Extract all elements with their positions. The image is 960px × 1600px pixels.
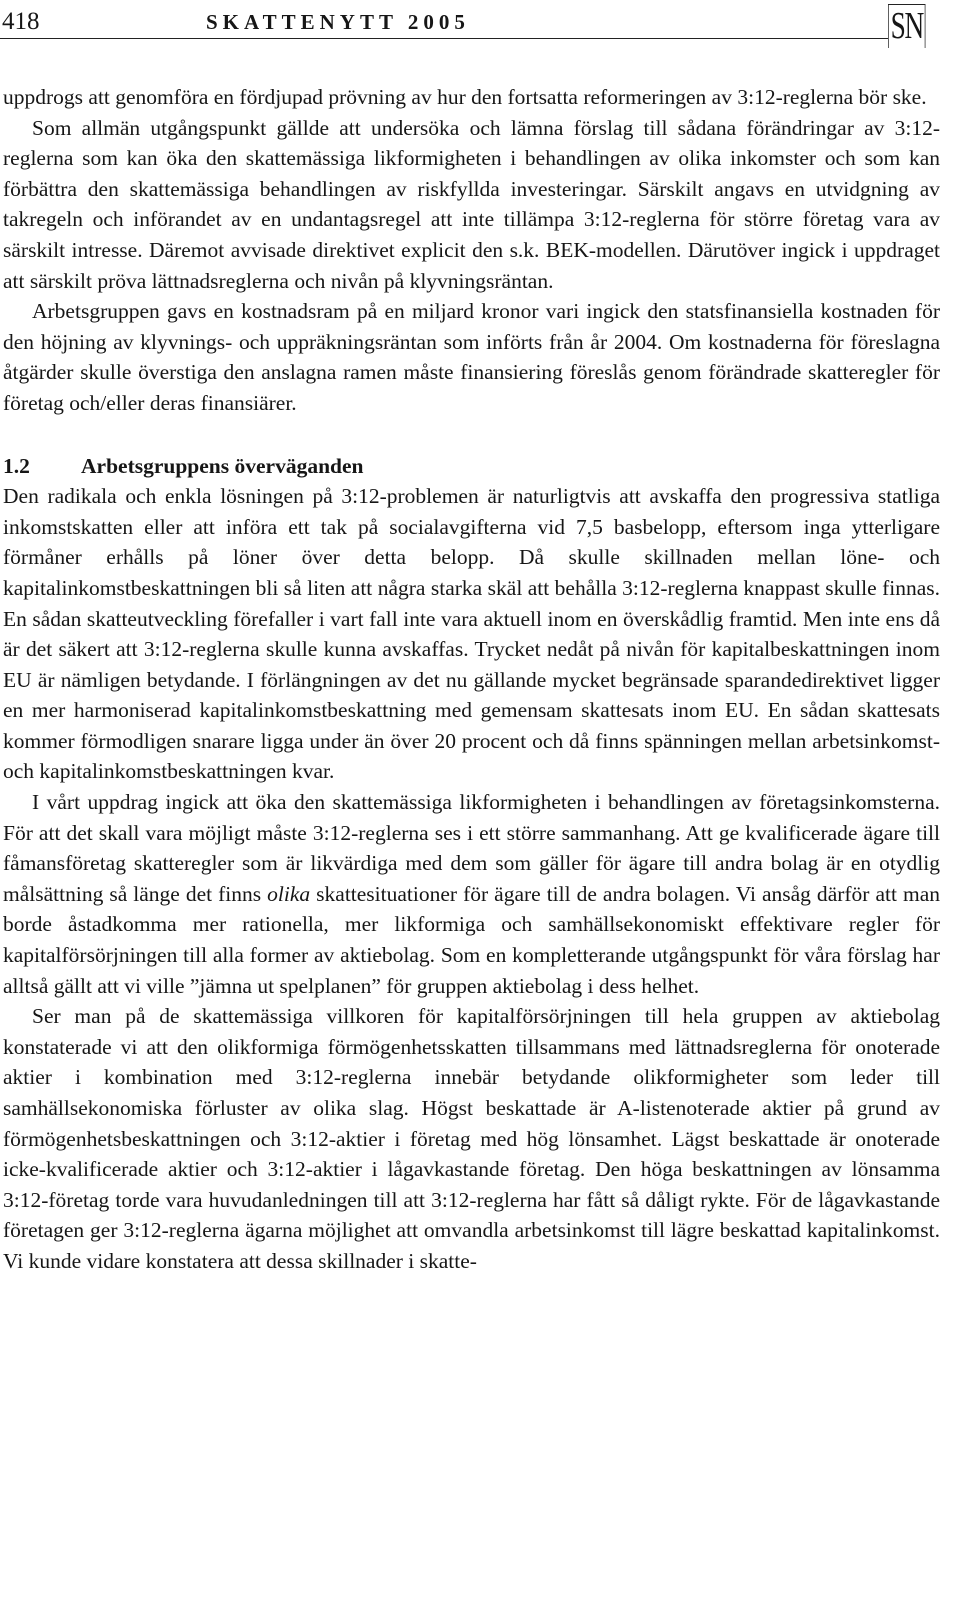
section-title: Arbetsgruppens överväganden [81,453,364,478]
running-title: SKATTENYTT 2005 [206,10,470,34]
journal-logo: SN [888,4,925,48]
paragraph: Den radikala och enkla lösningen på 3:12-problemen är naturligtvis att avskaffa den progressiva statliga inkomstskatten eller att införa ett tak på socialavgifterna vid 7,5 basbelopp, eftersom inga ytterligare förmåner erhålls på löner över detta belopp. Då skulle skillnaden mellan löne- och kapitalinkomstbeskattningen bli så liten att några starka skäl att behålla 3:12-reglerna knappast skulle finnas. En sådan skatteutveckling förefaller i vart fall inte vara aktuell inom en överskådlig framtid. Men inte ens då är det säkert att 3:12-reglerna skulle kunna avskaffas. Trycket nedåt på nivån för kapitalbeskattningen inom EU är nämligen betydande. I förlängningen av det nu gällande mycket begränsade sparandedirektivet ligger en mer harmoniserad kapitalinkomstbeskattning med gemensam skattesats inom EU. En sådan skattesats kommer förmodligen snarare ligga under än över 20 procent och då finns spänningen mellan arbetsinkomst- och kapitalinkomstbeskattningen kvar. [3,484,940,784]
paragraph [3,787,940,1001]
page-number: 418 [2,8,40,35]
emphasis-text: olika [267,881,311,906]
paragraph: Som allmän utgångspunkt gällde att undersöka och lämna förslag till sådana förändringar av 3:12-reglerna som kan öka den skattemässiga likformigheten i behandlingen av olika inkomster och som kan förbättra den skattemässiga behandlingen av riskfyllda investeringar. Särskilt angavs en utvidgning av takregeln och införandet av en undantagsregel att inte tillämpa 3:12-reglerna för större företag vara av särskilt intresse. Däremot avvisade direktivet explicit den s.k. BEK-modellen. Därutöver ingick i uppdraget att särskilt pröva lättnadsreglerna och nivån på klyvningsräntan. [3,115,940,293]
section-number: 1.2 [3,453,30,478]
page-header [0,0,960,47]
paragraph: Arbetsgruppen gavs en kostnadsram på en miljard kronor vari ingick den statsfinansiella kostnaden för den höjning av klyvnings- och uppräkningsräntan som införts från år 2004. Om kostnaderna för föreslagna åtgärder skulle överstiga den anslagna ramen måste finansiering föreslås genom förändrade skatteregler för företag och/eller deras finansiärer. [3,299,940,415]
paragraph: uppdrogs att genomföra en fördjupad prövning av hur den fortsatta reformeringen av 3:12-reglerna bör ske. [3,85,927,109]
section-heading [3,451,940,482]
paragraph: Ser man på de skattemässiga villkoren för kapitalförsörjningen till hela gruppen av aktiebolag konstaterade vi att den olikformiga förmögenhetsskatten tillsammans med lättnadsreglerna för onoterade aktier i kombination med 3:12-reglerna innebär betydande olikformigheter som leder till samhällsekonomiska förluster av olika slag. Högst beskattade är A-listenoterade aktier på grund av förmögenhetsbeskattningen och 3:12-aktier i företag med hög lönsamhet. Lägst beskattade är onoterade icke-kvalificerade aktier och 3:12-aktier i lågavkastande företag. Den höga beskattningen av lönsamma 3:12-företag torde vara huvudanledningen till att 3:12-reglerna har fått så dåligt rykte. För de lågavkastande företagen ger 3:12-reglerna ägarna möjlighet att omvandla arbetsinkomst till lägre beskattad kapitalinkomst. Vi kunde vidare konstatera att dessa skillnader i skatte- [3,1004,940,1273]
paragraph-text: I vårt uppdrag ingick att öka den skattemässiga likformigheten i behandlingen av företagsinkomsterna. För att det skall vara möjligt måste 3:12-reglerna ses i ett större sammanhang. Att ge kvalificerade ägare till fåmansföretag skatteregler som är likvärdiga med dem som gäller för ägare till andra bolag är en otydlig målsättning så länge det finns [3,790,940,906]
paragraph-text: skattesituationer för ägare till de andra bolagen. Vi ansåg därför att man borde åstadkomma mer rationella, mer likformiga och samhällsekonomiskt effektivare regler för kapitalförsörjningen till alla former av aktiebolag. Som en kompletterande utgångspunkt för våra förslag har alltså gällt att vi ville ”jämna ut spelplanen” för gruppen aktiebolag i dess helhet. [3,881,940,998]
article-body [3,82,940,1277]
header-rule [0,38,888,39]
